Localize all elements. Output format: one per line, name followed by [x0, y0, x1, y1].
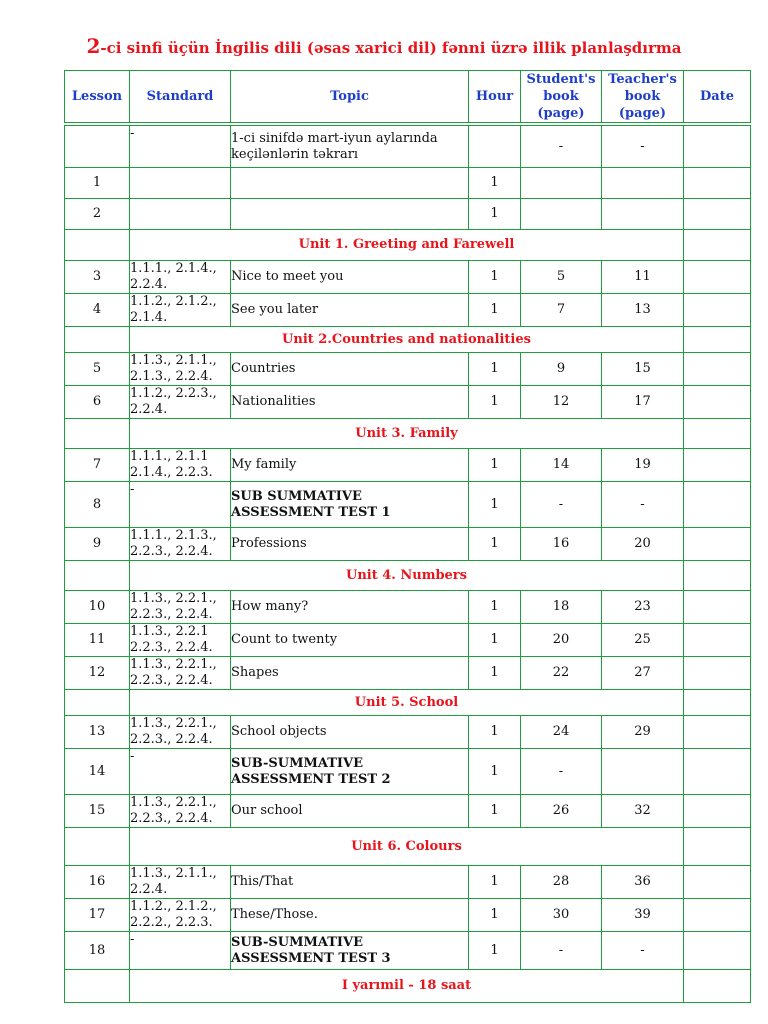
teachers-book-page: - [602, 126, 684, 168]
lesson-topic [231, 199, 469, 230]
students-book-page: 14 [521, 449, 602, 482]
students-book-page: - [521, 482, 602, 528]
students-book-page: 22 [521, 657, 602, 690]
unit-blank-cell [65, 690, 130, 716]
teachers-book-page: 13 [602, 294, 684, 327]
students-book-page: 30 [521, 899, 602, 932]
unit-row [65, 419, 751, 449]
unit-row [65, 230, 751, 261]
lesson-topic: Shapes [231, 657, 469, 690]
unit-blank-cell [65, 561, 130, 591]
lesson-topic: SUB-SUMMATIVE ASSESSMENT TEST 2 [231, 749, 469, 795]
header-lesson: Lesson [65, 71, 130, 123]
lesson-number: 13 [65, 716, 130, 749]
header-topic: Topic [231, 71, 469, 123]
date-cell [684, 199, 751, 230]
hour-count: 1 [469, 168, 521, 199]
lesson-row [65, 294, 751, 327]
lesson-topic: Our school [231, 795, 469, 828]
lesson-number: 12 [65, 657, 130, 690]
students-book-page: 20 [521, 624, 602, 657]
lesson-row [65, 932, 751, 970]
plan-table [64, 70, 751, 1003]
hour-count: 1 [469, 932, 521, 970]
students-book-page: - [521, 932, 602, 970]
students-book-page: 28 [521, 866, 602, 899]
hour-count: 1 [469, 386, 521, 419]
standard-codes: 1.1.1., 2.1.1 2.1.4., 2.2.3. [130, 449, 231, 482]
students-book-page: - [521, 749, 602, 795]
lesson-number: 14 [65, 749, 130, 795]
students-book-page [521, 168, 602, 199]
date-cell [684, 624, 751, 657]
lesson-row [65, 353, 751, 386]
date-cell [684, 716, 751, 749]
plan-body [65, 126, 751, 1003]
hour-count: 1 [469, 261, 521, 294]
lesson-number: 17 [65, 899, 130, 932]
unit-row [65, 327, 751, 353]
standard-codes: 1.1.3., 2.1.1., 2.2.4. [130, 866, 231, 899]
standard-codes [130, 199, 231, 230]
header-teachers-book: Teacher's book (page) [602, 71, 684, 123]
lesson-row [65, 749, 751, 795]
lesson-row [65, 482, 751, 528]
lesson-row [65, 126, 751, 168]
lesson-row [65, 168, 751, 199]
lesson-topic: These/Those. [231, 899, 469, 932]
standard-codes [130, 168, 231, 199]
hour-count: 1 [469, 716, 521, 749]
standard-codes: 1.1.3., 2.2.1., 2.2.3., 2.2.4. [130, 657, 231, 690]
hour-count: 1 [469, 449, 521, 482]
lesson-number [65, 126, 130, 168]
date-cell [684, 294, 751, 327]
standard-codes: 1.1.1., 2.1.4., 2.2.4. [130, 261, 231, 294]
hour-count: 1 [469, 749, 521, 795]
lesson-number: 9 [65, 528, 130, 561]
teachers-book-page [602, 749, 684, 795]
lesson-number: 11 [65, 624, 130, 657]
semester-total: I yarımil - 18 saat [130, 970, 684, 1003]
teachers-book-page: 27 [602, 657, 684, 690]
hour-count: 1 [469, 591, 521, 624]
students-book-page: 9 [521, 353, 602, 386]
unit-date-cell [684, 230, 751, 261]
standard-codes: - [130, 482, 231, 528]
standard-codes: 1.1.3., 2.2.1 2.2.3., 2.2.4. [130, 624, 231, 657]
standard-codes: 1.1.3., 2.2.1., 2.2.3., 2.2.4. [130, 716, 231, 749]
students-book-page: 16 [521, 528, 602, 561]
teachers-book-page: 20 [602, 528, 684, 561]
lesson-row [65, 261, 751, 294]
semester-total-row [65, 970, 751, 1003]
date-cell [684, 482, 751, 528]
students-book-page: 26 [521, 795, 602, 828]
lesson-number: 6 [65, 386, 130, 419]
lesson-topic: Professions [231, 528, 469, 561]
students-book-page: 7 [521, 294, 602, 327]
date-cell [684, 126, 751, 168]
unit-title: Unit 5. School [130, 690, 684, 716]
header-hour: Hour [469, 71, 521, 123]
teachers-book-page: - [602, 482, 684, 528]
date-cell [684, 932, 751, 970]
teachers-book-page: 19 [602, 449, 684, 482]
hour-count [469, 126, 521, 168]
date-cell [684, 261, 751, 294]
lesson-topic: See you later [231, 294, 469, 327]
unit-row [65, 561, 751, 591]
lesson-topic: Countries [231, 353, 469, 386]
standard-codes: 1.1.2., 2.1.2., 2.1.4. [130, 294, 231, 327]
date-cell [684, 353, 751, 386]
lesson-row [65, 528, 751, 561]
header-row [65, 71, 751, 123]
hour-count: 1 [469, 482, 521, 528]
lesson-topic: How many? [231, 591, 469, 624]
unit-title: Unit 2.Countries and nationalities [130, 327, 684, 353]
standard-codes: - [130, 749, 231, 795]
unit-row [65, 690, 751, 716]
lesson-row [65, 199, 751, 230]
lesson-topic: Count to twenty [231, 624, 469, 657]
standard-codes: - [130, 932, 231, 970]
unit-date-cell [684, 561, 751, 591]
unit-date-cell [684, 828, 751, 866]
date-cell [684, 795, 751, 828]
unit-blank-cell [65, 419, 130, 449]
students-book-page: 24 [521, 716, 602, 749]
lesson-topic: Nationalities [231, 386, 469, 419]
standard-codes: 1.1.2., 2.1.2., 2.2.2., 2.2.3. [130, 899, 231, 932]
teachers-book-page: - [602, 932, 684, 970]
standard-codes: 1.1.3., 2.2.1., 2.2.3., 2.2.4. [130, 795, 231, 828]
lesson-number: 2 [65, 199, 130, 230]
lesson-number: 7 [65, 449, 130, 482]
hour-count: 1 [469, 528, 521, 561]
date-cell [684, 657, 751, 690]
standard-codes: 1.1.3., 2.1.1., 2.1.3., 2.2.4. [130, 353, 231, 386]
date-cell [684, 591, 751, 624]
standard-codes: 1.1.2., 2.2.3., 2.2.4. [130, 386, 231, 419]
date-cell [684, 749, 751, 795]
teachers-book-page: 32 [602, 795, 684, 828]
lesson-topic: SUB SUMMATIVE ASSESSMENT TEST 1 [231, 482, 469, 528]
teachers-book-page: 11 [602, 261, 684, 294]
header-standard: Standard [130, 71, 231, 123]
unit-blank-cell [65, 828, 130, 866]
date-cell [684, 528, 751, 561]
teachers-book-page [602, 199, 684, 230]
hour-count: 1 [469, 624, 521, 657]
students-book-page: 18 [521, 591, 602, 624]
teachers-book-page: 29 [602, 716, 684, 749]
lesson-row [65, 624, 751, 657]
teachers-book-page: 15 [602, 353, 684, 386]
unit-blank-cell [65, 970, 130, 1003]
teachers-book-page: 23 [602, 591, 684, 624]
unit-title: Unit 4. Numbers [130, 561, 684, 591]
students-book-page [521, 199, 602, 230]
lesson-row [65, 657, 751, 690]
hour-count: 1 [469, 353, 521, 386]
lesson-topic: Nice to meet you [231, 261, 469, 294]
lesson-row [65, 449, 751, 482]
lesson-number: 4 [65, 294, 130, 327]
date-cell [684, 866, 751, 899]
lesson-number: 3 [65, 261, 130, 294]
standard-codes: 1.1.1., 2.1.3., 2.2.3., 2.2.4. [130, 528, 231, 561]
lesson-topic: My family [231, 449, 469, 482]
date-cell [684, 168, 751, 199]
hour-count: 1 [469, 899, 521, 932]
lesson-row [65, 795, 751, 828]
title-grade: 2 [86, 34, 101, 58]
teachers-book-page: 39 [602, 899, 684, 932]
hour-count: 1 [469, 795, 521, 828]
date-cell [684, 899, 751, 932]
teachers-book-page: 25 [602, 624, 684, 657]
unit-date-cell [684, 419, 751, 449]
lesson-topic: SUB-SUMMATIVE ASSESSMENT TEST 3 [231, 932, 469, 970]
unit-title: Unit 3. Family [130, 419, 684, 449]
header-students-book: Student's book (page) [521, 71, 602, 123]
lesson-row [65, 899, 751, 932]
lesson-topic [231, 168, 469, 199]
unit-date-cell [684, 327, 751, 353]
unit-row [65, 828, 751, 866]
header-date: Date [684, 71, 751, 123]
students-book-page: - [521, 126, 602, 168]
hour-count: 1 [469, 657, 521, 690]
unit-blank-cell [65, 327, 130, 353]
lesson-number: 1 [65, 168, 130, 199]
date-cell [684, 449, 751, 482]
lesson-row [65, 866, 751, 899]
unit-title: Unit 6. Colours [130, 828, 684, 866]
students-book-page: 5 [521, 261, 602, 294]
lesson-number: 8 [65, 482, 130, 528]
hour-count: 1 [469, 866, 521, 899]
lesson-topic: School objects [231, 716, 469, 749]
teachers-book-page [602, 168, 684, 199]
students-book-page: 12 [521, 386, 602, 419]
standard-codes: - [130, 126, 231, 168]
lesson-topic: 1-ci sinifdə mart-iyun aylarında keçilənlərin təkrarı [231, 126, 469, 168]
lesson-row [65, 386, 751, 419]
unit-date-cell [684, 970, 751, 1003]
lesson-row [65, 716, 751, 749]
lesson-topic: This/That [231, 866, 469, 899]
teachers-book-page: 17 [602, 386, 684, 419]
lesson-row [65, 591, 751, 624]
lesson-number: 5 [65, 353, 130, 386]
lesson-number: 16 [65, 866, 130, 899]
unit-date-cell [684, 690, 751, 716]
standard-codes: 1.1.3., 2.2.1., 2.2.3., 2.2.4. [130, 591, 231, 624]
lesson-number: 15 [65, 795, 130, 828]
lesson-number: 10 [65, 591, 130, 624]
unit-title: Unit 1. Greeting and Farewell [130, 230, 684, 261]
page-title [0, 34, 768, 58]
teachers-book-page: 36 [602, 866, 684, 899]
lesson-number: 18 [65, 932, 130, 970]
hour-count: 1 [469, 199, 521, 230]
title-text: -ci sinfi üçün İngilis dili (əsas xarici dil) fənni üzrə illik planlaşdırma [100, 39, 682, 57]
hour-count: 1 [469, 294, 521, 327]
unit-blank-cell [65, 230, 130, 261]
date-cell [684, 386, 751, 419]
